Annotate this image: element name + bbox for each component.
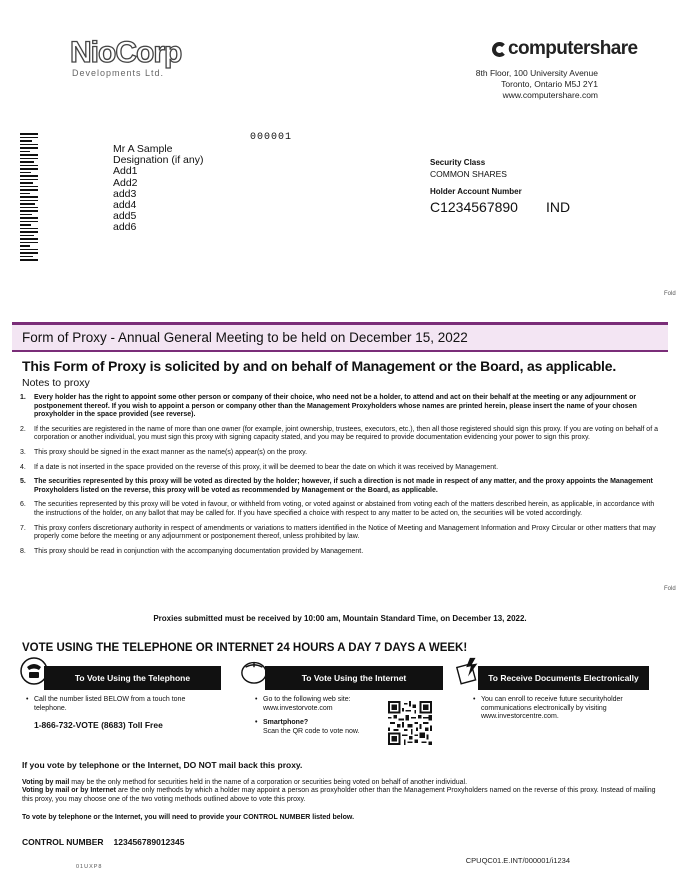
note-item [18, 464, 660, 473]
holder-address-line: add3 [113, 187, 137, 200]
agent-address-line: Toronto, Ontario M5J 2Y1 [501, 79, 598, 89]
note-number: 1. [20, 394, 26, 401]
bullet: • [26, 696, 29, 703]
security-class-value: COMMON SHARES [430, 169, 507, 179]
mail-note-text: are the only methods by which a holder may appoint a person as proxyholder other than the Management Proxyholders named on the reverse of this proxy. Instead of mailing this proxy, you may choose one of the two voting methods outlined above to vote this proxy. [22, 787, 656, 803]
note-text: This proxy should be signed in the exact manner as the name(s) appear(s) on the proxy. [34, 448, 308, 456]
note-number: 5. [20, 478, 26, 486]
investorvote-link[interactable]: www.investorvote.com [263, 704, 333, 712]
control-number-label: CONTROL NUMBER [22, 837, 104, 847]
form-title: Form of Proxy - Annual General Meeting to be held on December 15, 2022 [22, 330, 468, 345]
qr-code[interactable] [388, 701, 432, 745]
note-item [18, 501, 660, 518]
smartphone-label: Smartphone? [263, 719, 309, 726]
proxy-deadline: Proxies submitted must be received by 10:00 am, Mountain Standard Time, on December 13, 2022. [153, 614, 527, 623]
agent-address-line: www.computershare.com [502, 90, 598, 100]
niocorp-logo [70, 38, 181, 78]
note-item [18, 478, 660, 495]
bullet: • [255, 719, 258, 726]
note-text: This proxy should be read in conjunction with the accompanying documentation provided by Management. [34, 547, 364, 555]
notes-heading: Notes to proxy [22, 377, 90, 389]
agent-address [476, 68, 598, 101]
holder-address-line: Add1 [113, 165, 138, 178]
account-row [430, 199, 570, 215]
form-title-bar [12, 322, 668, 352]
note-number: 2. [20, 425, 26, 433]
account-type: IND [545, 199, 571, 215]
note-text: This proxy confers discretionary authority in respect of amendments or variations to matters identified in the Notice of Meeting and Management Information and Proxy Circular or other matters that may properly come before the meeting or any adjournment or postponement thereof, unless prohibited by law. [34, 524, 656, 541]
internet-panel-header [265, 666, 443, 690]
bullet: • [473, 696, 476, 703]
bullet: • [255, 696, 258, 703]
notes-list [18, 394, 660, 562]
note-number: 7. [20, 524, 26, 532]
do-not-mail-warning: If you vote by telephone or the Internet, DO NOT mail back this proxy. [22, 760, 303, 770]
telephone-panel-body [26, 696, 214, 713]
mail-voting-note [22, 779, 662, 804]
telephone-number: 1-866-732-VOTE (8683) Toll Free [34, 720, 163, 730]
account-number: C1234567890 [430, 199, 518, 215]
documents-instruction: You can enroll to receive future securityholder communications electronically by visiting [481, 696, 623, 712]
account-number-label: Holder Account Number [430, 187, 522, 196]
form-reference-code: CPUQC01.E.INT/000001/i1234 [465, 856, 570, 865]
note-number: 8. [20, 547, 26, 555]
internet-instruction: Go to the following web site: [263, 696, 351, 703]
note-item [18, 426, 660, 443]
documents-panel-body [473, 696, 651, 722]
documents-panel-title: To Receive Documents Electronically [488, 673, 639, 683]
investorcentre-link[interactable]: www.investorcentre.com. [481, 713, 559, 720]
security-class-label: Security Class [430, 158, 486, 167]
control-number-value: 123456789012345 [113, 837, 185, 847]
postal-barcode [20, 133, 38, 263]
telephone-instructions: Call the number listed BELOW from a touch tone telephone. [34, 696, 186, 712]
holder-address-line: Add2 [113, 176, 138, 189]
note-text: The securities represented by this proxy will be voted as directed by the holder; however, if such a direction is not made in respect of any matter, and the proxy appoints the Management Proxyholders listed on the reverse, this proxy will be voted as recommended by Management or the Board, as applicable. [34, 478, 653, 494]
control-number-row [22, 837, 184, 847]
solicitation-statement: This Form of Proxy is solicited by and on behalf of Management or the Board, as applicable. [22, 358, 617, 374]
niocorp-logo-text: NioCorp [70, 36, 182, 69]
niocorp-logo-subtext: Developments Ltd. [72, 68, 165, 78]
note-item [18, 525, 660, 542]
fold-mark: Fold [664, 586, 676, 592]
note-item [18, 548, 660, 557]
note-text: If a date is not inserted in the space provided on the reverse of this proxy, it will be deemed to bear the date on which it was received by Management. [34, 463, 499, 471]
note-number: 6. [20, 501, 26, 509]
smartphone-instruction: Scan the QR code to vote now. [263, 727, 360, 735]
mail-note-text: may be the only method for securities held in the name of a corporation or securities being voted on behalf of another individual. [69, 779, 468, 786]
security-info [430, 158, 570, 215]
computershare-logo-text: computershare [508, 38, 638, 59]
note-item [18, 394, 660, 420]
mail-note-bold: Voting by mail or by Internet [22, 787, 116, 795]
holder-address-line: add6 [113, 221, 137, 234]
control-number-note: To vote by telephone or the Internet, you will need to provide your CONTROL NUMBER listed below. [22, 814, 355, 821]
note-number: 4. [20, 463, 26, 471]
fold-mark: Fold [664, 291, 676, 297]
note-text: The securities represented by this proxy will be voted in favour, or withheld from voting, or voted against or abstained from voting each of the matters described herein, as applicable, in accordance with the instructions of the holder, on any ballot that may be called for. If you have specified a choice with respect to any matter to be acted on, the securities will be voted accordingly. [34, 501, 655, 517]
computershare-logo [492, 38, 637, 60]
holder-address-line: add5 [113, 210, 137, 223]
mail-note-bold: Voting by mail [22, 779, 70, 786]
agent-address-line: 8th Floor, 100 University Avenue [475, 68, 598, 78]
vote-heading: VOTE USING THE TELEPHONE OR INTERNET 24 HOURS A DAY 7 DAYS A WEEK! [22, 642, 468, 654]
telephone-panel-title: To Vote Using the Telephone [74, 673, 191, 683]
note-text: If the securities are registered in the name of more than one owner (for example, joint ownership, trustees, executors, etc.), then all those registered should sign this proxy. If you are voting on behalf of a corporation or another individual, you must sign this proxy with signing capacity stated, and you may be required to provide documentation evidencing your power to sign this proxy. [34, 425, 658, 442]
note-number: 3. [20, 448, 26, 456]
telephone-panel-header [44, 666, 221, 690]
note-item [18, 449, 660, 458]
holder-address-block [113, 144, 203, 234]
document-code: 01UXP8 [76, 864, 103, 870]
holder-address-line: add4 [113, 199, 137, 212]
documents-panel-header [478, 666, 649, 690]
holder-name: Mr A Sample [113, 143, 173, 155]
mouse-icon [240, 655, 268, 685]
note-text: Every holder has the right to appoint some other person or company of their choice, who need not be a holder, to attend and act on their behalf at the meeting or any adjournment or postponement thereof. If you wish to appoint a person or company other than the Management Proxyholders whose names are printed herein, please insert the name of your chosen proxyholder in the space provided (see reverse). [34, 394, 637, 419]
sequence-number: 000001 [250, 132, 293, 143]
holder-designation: Designation (if any) [113, 154, 204, 167]
internet-panel-title: To Vote Using the Internet [301, 673, 407, 683]
internet-panel-body [255, 696, 383, 736]
computershare-c-icon [492, 42, 507, 57]
